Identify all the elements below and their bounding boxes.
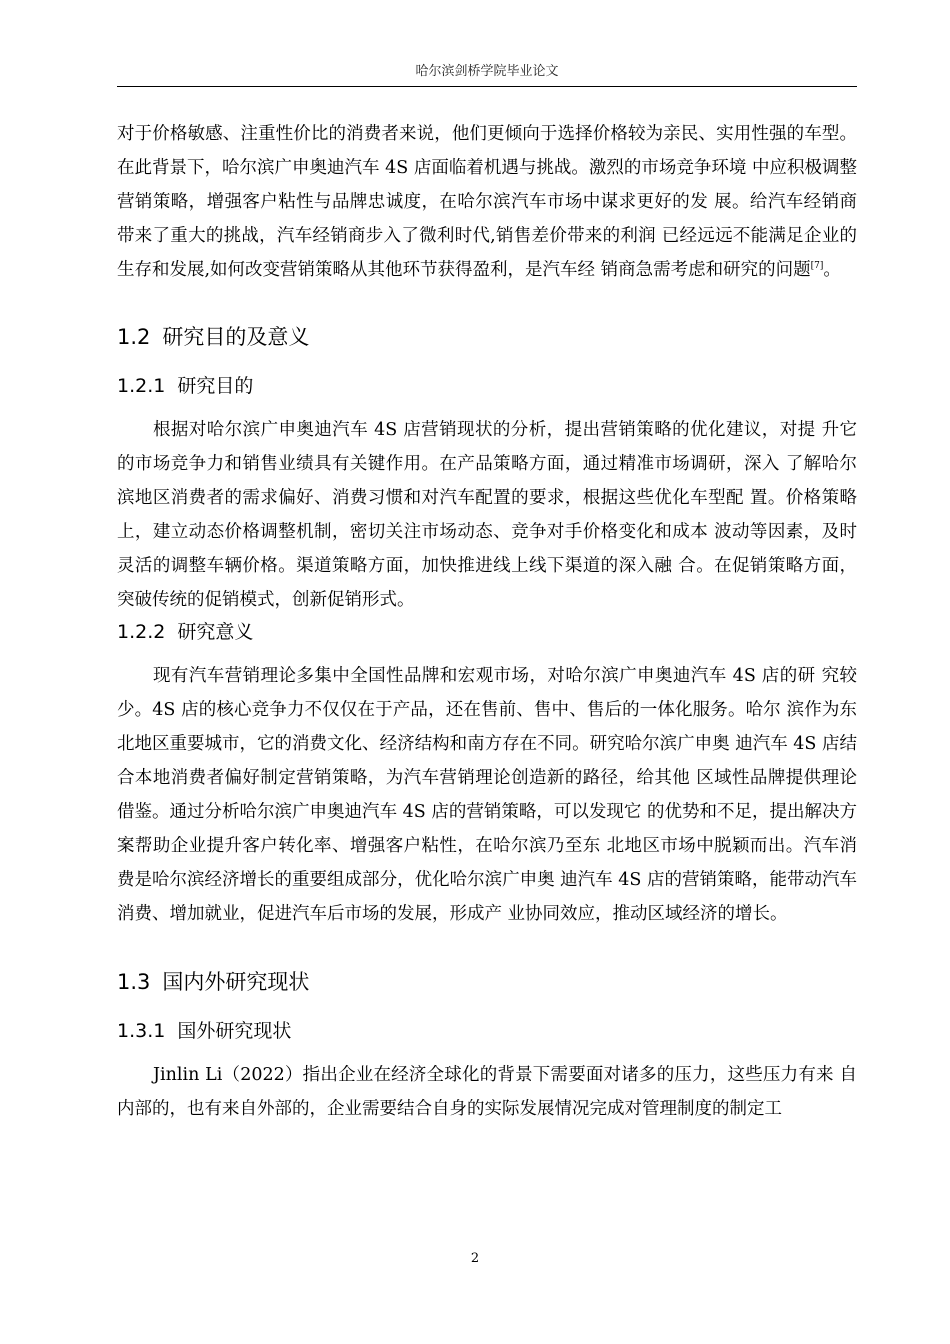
paragraph-text: Jinlin Li（2022）指出企业在经济全球化的背景下需要面对诸多的压力，这些压力有来 自内部的，也有来自外部的，企业需要结合自身的实际发展情况完成对管理制度的制定工: [117, 1065, 857, 1119]
paragraph-text: 现有汽车营销理论多集中全国性品牌和宏观市场，对哈尔滨广申奥迪汽车 4S 店的研 究较少。4S 店的核心竞争力不仅仅在于产品，还在售前、售中、售后的一体化服务。哈尔 滨作为东北地区重要城市，它的消费文化、经济结构和南方存在不同。研究哈尔滨广申奥 迪汽车 4S 店结合本地消费者偏好制定营销策略，为汽车营销理论创造新的路径，给其他 区域性品牌提供理论借鉴。通过分析哈尔滨广申奥迪汽车 4S 店的营销策略，可以发现它 的优势和不足，提出解决方案帮助企业提升客户转化率、增强客户粘性，在哈尔滨乃至东 北地区市场中脱颖而出。汽车消费是哈尔滨经济增长的重要组成部分，优化哈尔滨广申奥 迪汽车 4S 店的营销策略，能带动汽车消费、增加就业，促进汽车后市场的发展，形成产 业协同效应，推动区域经济的增长。: [117, 666, 857, 924]
header-divider: [117, 86, 857, 87]
citation-ref[interactable]: [7]: [810, 261, 824, 271]
foreign-research-paragraph: [117, 1058, 857, 1126]
page-header-title: 哈尔滨剑桥学院毕业论文: [415, 64, 559, 79]
subsection-number: 1.2.2: [117, 621, 166, 643]
subsection-number: 1.3.1: [117, 1020, 166, 1042]
section-title: 研究目的及意义: [162, 325, 310, 349]
intro-paragraph: [117, 117, 857, 287]
subsection-heading-1-2-2: [117, 618, 253, 646]
section-heading-1-2: [117, 322, 309, 352]
research-purpose-paragraph: [117, 413, 857, 617]
section-heading-1-3: [117, 967, 309, 997]
intro-end: 。: [823, 260, 841, 280]
subsection-heading-1-2-1: [117, 372, 253, 400]
section-number: 1.2: [117, 325, 151, 349]
subsection-title: 研究意义: [177, 621, 254, 643]
page-number: 2: [470, 1251, 480, 1266]
section-title: 国内外研究现状: [162, 970, 310, 994]
subsection-title: 国外研究现状: [177, 1020, 292, 1042]
paragraph-text: 根据对哈尔滨广申奥迪汽车 4S 店营销现状的分析，提出营销策略的优化建议，对提 升它的市场竞争力和销售业绩具有关键作用。在产品策略方面，通过精准市场调研，深入 了解哈尔滨地区消费者的需求偏好、消费习惯和对汽车配置的要求，根据这些优化车型配 置。价格策略上，建立动态价格调整机制，密切关注市场动态、竞争对手价格变化和成本 波动等因素，及时灵活的调整车辆价格。渠道策略方面，加快推进线上线下渠道的深入融 合。在促销策略方面，突破传统的促销模式，创新促销形式。: [117, 420, 857, 610]
subsection-heading-1-3-1: [117, 1017, 291, 1045]
research-significance-paragraph: [117, 659, 857, 931]
subsection-title: 研究目的: [177, 375, 254, 397]
subsection-number: 1.2.1: [117, 375, 166, 397]
intro-text: 对于价格敏感、注重性价比的消费者来说，他们更倾向于选择价格较为亲民、实用性强的车型。在此背景下，哈尔滨广申奥迪汽车 4S 店面临着机遇与挑战。激烈的市场竞争环境 中应积极调整营销策略，增强客户粘性与品牌忠诚度，在哈尔滨汽车市场中谋求更好的发 展。给汽车经销商带来了重大的挑战，汽车经销商步入了微利时代,销售差价带来的利润 已经远远不能满足企业的生存和发展,如何改变营销策略从其他环节获得盈利，是汽车经 销商急需考虑和研究的问题: [117, 124, 857, 280]
section-number: 1.3: [117, 970, 151, 994]
